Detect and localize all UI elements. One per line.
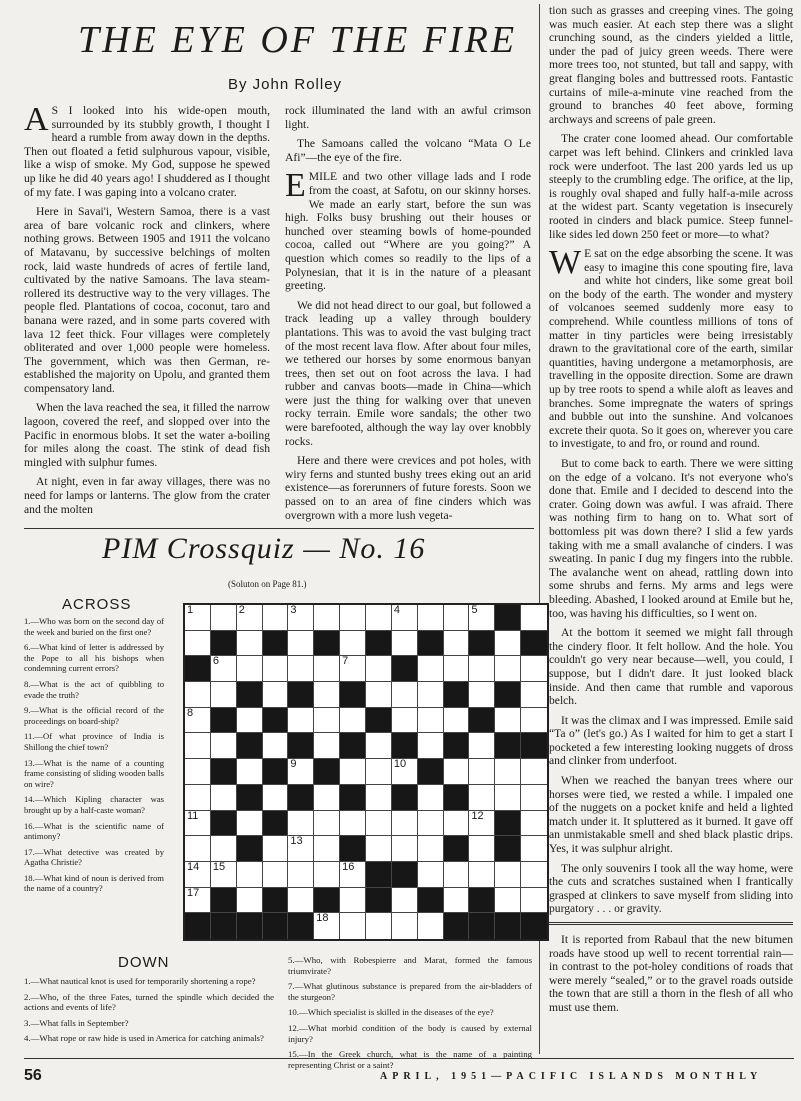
paragraph: The crater cone loomed ahead. Our comfortable carpet was left behind. Clinkers and crinkled lava rock were underfoot. The last 200 yards led us up steeply to the crumbling edge. The orifice, at the lip, is roughly oval shaped and fully half-a-mile across at the widest part. Scanty vegetation is insecurely rooted in cinders and black pumice. Steep funnel-like sides led down 250 feet or more—to what? bbox=[549, 132, 793, 241]
grid-cell-black bbox=[211, 811, 237, 837]
paragraph: Here and there were crevices and pot holes, with wiry ferns and stunted bushy trees eking out an arid existence—as forerunners of future forests. Soon we passed on to an area of fine cinders which was overgrown with a more lush vegeta- bbox=[285, 454, 531, 522]
grid-cell-black bbox=[495, 605, 521, 631]
grid-cell[interactable] bbox=[211, 605, 237, 631]
grid-cell-black bbox=[314, 888, 340, 914]
grid-cell[interactable] bbox=[366, 759, 392, 785]
grid-cell-black bbox=[495, 682, 521, 708]
grid-cell[interactable] bbox=[521, 759, 547, 785]
grid-cell[interactable] bbox=[185, 862, 211, 888]
grid-cell[interactable] bbox=[495, 631, 521, 657]
grid-cell[interactable] bbox=[469, 836, 495, 862]
grid-cell-black bbox=[495, 836, 521, 862]
grid-cell[interactable] bbox=[366, 785, 392, 811]
news-paragraph: It is reported from Rabaul that the new bitumen roads have stood up well to recent torrential rain—in contrast to the pot-holey conditions of roads that were merely “sealed,” or to the gravel roads outside the town that are still a thorn in the flesh of all who must use them. bbox=[549, 933, 793, 1014]
grid-number: 5 bbox=[471, 604, 478, 616]
grid-cell-black bbox=[469, 913, 495, 939]
grid-cell[interactable] bbox=[495, 656, 521, 682]
grid-number: 6 bbox=[212, 655, 219, 668]
grid-cell-black bbox=[444, 785, 470, 811]
grid-cell[interactable] bbox=[366, 656, 392, 682]
grid-cell[interactable] bbox=[185, 759, 211, 785]
grid-cell[interactable] bbox=[340, 656, 366, 682]
grid-cell-black bbox=[469, 708, 495, 734]
grid-cell-black bbox=[521, 733, 547, 759]
grid-cell[interactable] bbox=[392, 605, 418, 631]
grid-cell[interactable] bbox=[211, 656, 237, 682]
across-heading: ACROSS bbox=[62, 596, 132, 613]
grid-number: 15 bbox=[212, 860, 226, 873]
grid-cell[interactable] bbox=[314, 656, 340, 682]
grid-cell[interactable] bbox=[185, 785, 211, 811]
clue: 6.—What kind of letter is addressed by the Pope to all his bishops when condemning current errors? bbox=[24, 642, 164, 674]
drop-cap-e: E bbox=[285, 167, 306, 205]
clue: 1.—What nautical knot is used for temporarily shortening a rope? bbox=[24, 976, 256, 986]
grid-cell[interactable] bbox=[418, 913, 444, 939]
grid-cell-black bbox=[211, 888, 237, 914]
grid-cell[interactable] bbox=[521, 836, 547, 862]
grid-cell[interactable] bbox=[418, 605, 444, 631]
grid-cell-black bbox=[211, 631, 237, 657]
grid-cell-black bbox=[237, 836, 263, 862]
grid-cell-black bbox=[288, 913, 314, 939]
grid-cell[interactable] bbox=[392, 682, 418, 708]
grid-number: 3 bbox=[290, 604, 297, 616]
grid-cell[interactable] bbox=[211, 682, 237, 708]
grid-cell[interactable] bbox=[444, 708, 470, 734]
grid-cell[interactable] bbox=[237, 811, 263, 837]
grid-cell[interactable] bbox=[237, 888, 263, 914]
grid-cell-black bbox=[263, 888, 289, 914]
grid-cell[interactable] bbox=[288, 836, 314, 862]
paragraph: But to come back to earth. There we were sitting on the edge of a volcano. It's not everyone who's done that. Emile and I decided to descend into the crater. Going down was awful. I was afraid. There was nothing firm to hang on to. What sort of bottomless pit was down there? I slid a few yards taking with me a small avalanche of cinders. I was sweating. In panic I dug my fingers into the rubble. The avalanche went on ahead, rattling down into some shrubs and ferns. My arms and legs were bleeding. Abashed, I looked around at Emile but he, too, was having his difficulties, so I went on. bbox=[549, 457, 793, 620]
grid-cell[interactable] bbox=[366, 836, 392, 862]
grid-cell[interactable] bbox=[340, 759, 366, 785]
grid-cell-black bbox=[237, 733, 263, 759]
clue: 16.—What is the scientific name of antimony? bbox=[24, 820, 164, 842]
grid-cell-black bbox=[469, 888, 495, 914]
grid-cell-black bbox=[263, 631, 289, 657]
grid-cell-black bbox=[237, 785, 263, 811]
grid-cell[interactable] bbox=[237, 862, 263, 888]
grid-cell-black bbox=[340, 785, 366, 811]
grid-cell-black bbox=[392, 785, 418, 811]
grid-cell[interactable] bbox=[185, 888, 211, 914]
drop-cap-w: W bbox=[549, 244, 582, 282]
grid-cell-black bbox=[392, 862, 418, 888]
grid-cell-black bbox=[211, 913, 237, 939]
grid-cell-black bbox=[366, 888, 392, 914]
grid-cell[interactable] bbox=[444, 631, 470, 657]
grid-cell-black bbox=[263, 913, 289, 939]
grid-cell[interactable] bbox=[314, 836, 340, 862]
grid-cell[interactable] bbox=[211, 785, 237, 811]
grid-cell[interactable] bbox=[288, 759, 314, 785]
grid-cell[interactable] bbox=[366, 682, 392, 708]
grid-cell[interactable] bbox=[237, 708, 263, 734]
grid-cell[interactable] bbox=[185, 708, 211, 734]
grid-cell-black bbox=[418, 631, 444, 657]
grid-cell[interactable] bbox=[185, 605, 211, 631]
paragraph: At the bottom it seemed we might fall through the cindery floor. It felt hollow. And the hole. You couldn't go very near because—well, you could, I suppose, but I didn't dare. It just looked black inside. And then came that rumble and vaporous belch. bbox=[549, 626, 793, 708]
grid-cell[interactable] bbox=[340, 888, 366, 914]
grid-cell[interactable] bbox=[366, 733, 392, 759]
grid-cell[interactable] bbox=[185, 631, 211, 657]
grid-cell[interactable] bbox=[392, 836, 418, 862]
grid-number: 12 bbox=[471, 809, 484, 822]
grid-cell[interactable] bbox=[314, 682, 340, 708]
grid-cell-black bbox=[418, 888, 444, 914]
section-divider bbox=[549, 922, 793, 925]
clue: 11.—Of what province of India is Shillong the chief town? bbox=[24, 731, 164, 752]
grid-cell[interactable] bbox=[418, 656, 444, 682]
grid-cell[interactable] bbox=[418, 785, 444, 811]
paragraph: tion such as grasses and creeping vines. The going was much easier. At each step there was a slight crunching sound, as the cinders yielded a little, under the pad of juicy green weeds. There were more trees too, not stunted, but tall and sappy, with great flanging boles and buttressed roots. Fantastic curtains of mile-a-minute vine reached from the ground to branches 40 feet above, forming archways and screens of pale green. bbox=[549, 4, 793, 126]
solution-note: (Soluton on Page 81.) bbox=[228, 579, 307, 589]
grid-number: 1 bbox=[187, 604, 194, 616]
clue: 3.—What falls in September? bbox=[24, 1017, 129, 1028]
article-column-2 bbox=[285, 104, 531, 529]
grid-cell[interactable] bbox=[469, 785, 495, 811]
grid-cell[interactable] bbox=[392, 631, 418, 657]
grid-cell[interactable] bbox=[521, 605, 547, 631]
grid-cell[interactable] bbox=[495, 785, 521, 811]
grid-cell-black bbox=[185, 656, 211, 682]
grid-cell[interactable] bbox=[288, 862, 314, 888]
grid-cell-black bbox=[366, 631, 392, 657]
grid-cell[interactable] bbox=[366, 811, 392, 837]
grid-cell-black bbox=[444, 733, 470, 759]
grid-cell[interactable] bbox=[495, 708, 521, 734]
grid-cell[interactable] bbox=[521, 862, 547, 888]
grid-cell[interactable] bbox=[314, 785, 340, 811]
grid-cell[interactable] bbox=[263, 862, 289, 888]
paragraph: E sat on the edge absorbing the scene. It was easy to imagine this cone spouting fire, lava and white hot cinders, like some great boil on the body of the earth. The wonder and mystery of volcanoes seemed suddenly more easy to comprehend. While countless millions of tons of matter in tiny particles were being irresistably drawn to the gravitational core of the earth, similar quantities, having undergone a metamorphosis, are travelling in the opposite direction. Some are drawn up by tree roots to spend a while aloft as leaves and branches. Some impregnate the waters of springs and bubble out into the sunshine. And volcanoes excrete their quota. So it goes on, wherever you care to investigate, to and fro, or round and round. bbox=[549, 247, 793, 451]
grid-cell[interactable] bbox=[495, 888, 521, 914]
grid-cell[interactable] bbox=[521, 656, 547, 682]
grid-cell-black bbox=[288, 785, 314, 811]
grid-cell[interactable] bbox=[418, 708, 444, 734]
grid-cell[interactable] bbox=[521, 682, 547, 708]
clue: 9.—What is the official record of the proceedings on board-ship? bbox=[24, 705, 164, 726]
grid-cell[interactable] bbox=[444, 759, 470, 785]
grid-cell[interactable] bbox=[392, 913, 418, 939]
grid-cell[interactable] bbox=[444, 656, 470, 682]
paragraph: At night, even in far away villages, there was no need for lamps or lanterns. The glow from the crater and the molten bbox=[24, 475, 270, 516]
paragraph: S I looked into his wide-open mouth, surrounded by its stubbly growth, I thought I heard a rumble from away down in the depths. Then out floated a fetid sulphurous vapour, visible, like a wisp of smoke. My God, suppose he spewed up like he did 40 years ago! I shuddered as I thought of my fate. I was gaping into a volcano crater. bbox=[24, 104, 270, 199]
grid-cell[interactable] bbox=[314, 913, 340, 939]
clue: 18.—What kind of noun is derived from the name of a country? bbox=[24, 872, 164, 894]
grid-cell-black bbox=[418, 759, 444, 785]
clue: 5.—Who, with Robespierre and Marat, formed the famous triumvirate? bbox=[288, 955, 532, 976]
grid-cell-black bbox=[444, 836, 470, 862]
grid-cell[interactable] bbox=[211, 836, 237, 862]
grid-cell[interactable] bbox=[392, 888, 418, 914]
grid-cell-black bbox=[314, 759, 340, 785]
grid-cell[interactable] bbox=[340, 708, 366, 734]
grid-cell-black bbox=[366, 708, 392, 734]
clue: 15.—In the Greek church, what is the name of a painting representing Christ or a saint? bbox=[288, 1049, 532, 1070]
grid-cell[interactable] bbox=[211, 733, 237, 759]
grid-cell[interactable] bbox=[469, 656, 495, 682]
grid-number: 14 bbox=[187, 860, 200, 873]
grid-cell-black bbox=[263, 759, 289, 785]
grid-cell[interactable] bbox=[263, 656, 289, 682]
grid-cell[interactable] bbox=[444, 862, 470, 888]
clue: 7.—What glutinous substance is prepared from the air-bladders of the sturgeon? bbox=[288, 981, 532, 1002]
clue: 4.—What rope or raw hide is used in America for catching animals? bbox=[24, 1033, 264, 1044]
grid-cell[interactable] bbox=[418, 811, 444, 837]
paragraph: The Samoans called the volcano “Mata O Le Afi”—the eye of the fire. bbox=[285, 137, 531, 164]
grid-cell[interactable] bbox=[418, 682, 444, 708]
paragraph: Here in Savai'i, Western Samoa, there is a vast area of bare volcanic rock and clinkers, where nothing grows. Between 1905 and 1911 the volcano of Matavanu, by successive belchings of molten rock, laid waste hundreds of acres of fertile land, cultivated by the native Samoans. The lava steam-rollered its destructive way to the very villages. The people fled. Plantations of cocoa, coconut, taro and banana were razed, and in some parts covered with lava 12 feet thick. Four villages were completely obliterated and over 1,000 people were homeless. The government, which was then German, re-established the majority on Upolu, and granted them compensatory land. bbox=[24, 205, 270, 395]
grid-cell[interactable] bbox=[211, 862, 237, 888]
grid-cell-black bbox=[444, 913, 470, 939]
article-column-1 bbox=[24, 101, 270, 524]
grid-cell[interactable] bbox=[237, 605, 263, 631]
grid-cell-black bbox=[521, 631, 547, 657]
grid-cell[interactable] bbox=[469, 759, 495, 785]
grid-cell[interactable] bbox=[288, 708, 314, 734]
article-column-3 bbox=[549, 4, 793, 1056]
grid-number: 9 bbox=[290, 758, 297, 771]
grid-cell-black bbox=[521, 913, 547, 939]
crossword-grid bbox=[183, 603, 549, 941]
article-byline: By John Rolley bbox=[228, 76, 343, 93]
grid-cell[interactable] bbox=[288, 631, 314, 657]
drop-cap-a: A bbox=[24, 101, 49, 138]
paragraph: It was the climax and I was impressed. Emile said “Ta o” (let's go.) As I waited for him to get a start I pocketed a few interesting looking nuggets of dross and clinker from underfoot. bbox=[549, 713, 793, 768]
grid-cell[interactable] bbox=[469, 862, 495, 888]
paragraph: rock illuminated the land with an awful crimson light. bbox=[285, 104, 531, 131]
down-heading: DOWN bbox=[118, 954, 170, 971]
grid-cell[interactable] bbox=[521, 785, 547, 811]
grid-cell[interactable] bbox=[340, 605, 366, 631]
grid-cell[interactable] bbox=[288, 888, 314, 914]
grid-cell[interactable] bbox=[263, 682, 289, 708]
clue: 14.—Which Kipling character was brought up by a half-caste woman? bbox=[24, 794, 164, 815]
grid-cell-black bbox=[444, 682, 470, 708]
grid-cell-black bbox=[237, 913, 263, 939]
grid-cell[interactable] bbox=[521, 708, 547, 734]
grid-cell[interactable] bbox=[392, 811, 418, 837]
grid-cell[interactable] bbox=[392, 759, 418, 785]
grid-number: 7 bbox=[342, 655, 349, 668]
grid-number: 4 bbox=[393, 604, 400, 616]
grid-number: 10 bbox=[393, 758, 407, 771]
grid-cell-black bbox=[340, 733, 366, 759]
grid-cell[interactable] bbox=[185, 811, 211, 837]
grid-cell[interactable] bbox=[237, 631, 263, 657]
grid-cell[interactable] bbox=[469, 682, 495, 708]
grid-cell[interactable] bbox=[469, 811, 495, 837]
grid-number: 11 bbox=[187, 809, 199, 822]
paragraph: The only souvenirs I took all the way home, were the cuts and scratches sustained when I frantically grasped at clinkers to save myself from sliding into purgatory . . . or gravity. bbox=[549, 861, 793, 916]
grid-cell-black bbox=[495, 733, 521, 759]
grid-cell-black bbox=[211, 708, 237, 734]
clue: 17.—What detective was created by Agatha Christie? bbox=[24, 846, 164, 868]
issue-line: APRIL, 1951—PACIFIC ISLANDS MONTHLY bbox=[380, 1071, 763, 1082]
grid-cell[interactable] bbox=[185, 836, 211, 862]
grid-cell[interactable] bbox=[314, 811, 340, 837]
grid-cell-black bbox=[263, 708, 289, 734]
clue: 13.—What is the name of a counting frame consisting of sliding wooden balls on wire? bbox=[24, 757, 164, 789]
paragraph: MILE and two other village lads and I rode from the coast, at Safotu, on our skinny horses. We made an early start, before the sun was high. Folks busy brushing out their houses or hunched over steaming bowls of home-pounded cocoa, called out “Where are you going?” A question which comes so readily to the lips of a Polynesian, that it is in the nature of a pleasant greeting. bbox=[285, 170, 531, 293]
grid-cell-black bbox=[211, 759, 237, 785]
section-rule bbox=[24, 528, 534, 529]
grid-cell[interactable] bbox=[366, 913, 392, 939]
article-title: THE EYE OF THE FIRE bbox=[78, 19, 518, 61]
grid-cell-black bbox=[314, 631, 340, 657]
grid-cell-black bbox=[469, 631, 495, 657]
grid-cell[interactable] bbox=[314, 605, 340, 631]
grid-cell[interactable] bbox=[340, 631, 366, 657]
down-clues-right bbox=[288, 955, 532, 1070]
crossquiz-title: PIM Crossquiz — No. 16 bbox=[102, 532, 426, 565]
grid-cell[interactable] bbox=[392, 708, 418, 734]
clue: 2.—Who, of the three Fates, turned the spindle which decided the actions and events of life? bbox=[24, 991, 274, 1013]
paragraph: When the lava reached the sea, it filled the narrow lagoon, covered the reef, and slopped over into the Pacific in enormous blobs. It set the water a-boiling for miles along the coast. The stink of dead fish mingled with sulphur fumes. bbox=[24, 401, 270, 469]
grid-cell-black bbox=[340, 836, 366, 862]
grid-cell[interactable] bbox=[185, 733, 211, 759]
grid-number: 16 bbox=[342, 860, 355, 873]
grid-cell[interactable] bbox=[469, 605, 495, 631]
clue: 1.—Who was born on the second day of the week and buried on the first one? bbox=[24, 616, 164, 637]
paragraph: When we reached the banyan trees where our horses were tied, we rested a while. I impaled one of the nuggets on a pocket knife and held a lighted match under it. It spluttered as it burned. It gave off an unmistakable smell and shed black plastic drips. Yes, it was sulphur alright. bbox=[549, 774, 793, 856]
grid-cell[interactable] bbox=[418, 733, 444, 759]
grid-cell-black bbox=[366, 862, 392, 888]
grid-cell[interactable] bbox=[263, 605, 289, 631]
grid-cell[interactable] bbox=[340, 811, 366, 837]
grid-cell[interactable] bbox=[366, 605, 392, 631]
grid-cell-black bbox=[288, 733, 314, 759]
grid-number: 8 bbox=[187, 706, 194, 719]
grid-cell[interactable] bbox=[288, 605, 314, 631]
grid-number: 13 bbox=[290, 835, 303, 848]
grid-cell[interactable] bbox=[314, 708, 340, 734]
grid-number: 2 bbox=[238, 604, 245, 616]
grid-cell[interactable] bbox=[340, 913, 366, 939]
grid-cell-black bbox=[495, 913, 521, 939]
grid-cell[interactable] bbox=[288, 811, 314, 837]
grid-number: 17 bbox=[187, 886, 200, 899]
grid-cell[interactable] bbox=[185, 682, 211, 708]
grid-cell[interactable] bbox=[418, 862, 444, 888]
grid-cell[interactable] bbox=[495, 759, 521, 785]
grid-cell[interactable] bbox=[444, 811, 470, 837]
grid-cell-black bbox=[495, 811, 521, 837]
grid-cell[interactable] bbox=[444, 888, 470, 914]
grid-cell[interactable] bbox=[288, 656, 314, 682]
grid-cell-black bbox=[392, 733, 418, 759]
grid-cell-black bbox=[392, 656, 418, 682]
grid-cell[interactable] bbox=[263, 836, 289, 862]
grid-cell[interactable] bbox=[263, 785, 289, 811]
grid-cell[interactable] bbox=[495, 862, 521, 888]
grid-cell[interactable] bbox=[237, 656, 263, 682]
clue: 12.—What morbid condition of the body is caused by external injury? bbox=[288, 1022, 532, 1044]
grid-cell-black bbox=[263, 811, 289, 837]
clue: 10.—Which specialist is skilled in the diseases of the eye? bbox=[288, 1007, 494, 1018]
clue: 8.—What is the act of quibbling to evade the truth? bbox=[24, 678, 164, 700]
grid-cell[interactable] bbox=[521, 888, 547, 914]
grid-cell-black bbox=[340, 682, 366, 708]
grid-cell[interactable] bbox=[418, 836, 444, 862]
grid-cell[interactable] bbox=[340, 862, 366, 888]
grid-cell[interactable] bbox=[314, 862, 340, 888]
grid-cell[interactable] bbox=[314, 733, 340, 759]
grid-cell[interactable] bbox=[237, 759, 263, 785]
across-clues bbox=[24, 616, 164, 956]
grid-cell[interactable] bbox=[444, 605, 470, 631]
paragraph: We did not head direct to our goal, but followed a track leading up a valley through bouldery plantations. This was to avoid the vast bulging tract of the most recent lava flow. After about four miles, we tethered our horses by some enormous banyan trees, then set out on foot across the lava. I had rubber and canvas boots—made in China—which were just the thing for walking over that uneven rocky terrain. Emile wore sandals; the other two were barefooted, although the way lay over knobbly rocks. bbox=[285, 298, 531, 448]
grid-cell-black bbox=[185, 913, 211, 939]
grid-cell[interactable] bbox=[263, 733, 289, 759]
grid-cell[interactable] bbox=[469, 733, 495, 759]
grid-cell-black bbox=[237, 682, 263, 708]
grid-cell-black bbox=[288, 682, 314, 708]
page-number: 56 bbox=[24, 1067, 42, 1084]
down-clues-left bbox=[24, 976, 274, 1058]
grid-number: 18 bbox=[316, 912, 329, 925]
grid-cell[interactable] bbox=[521, 811, 547, 837]
